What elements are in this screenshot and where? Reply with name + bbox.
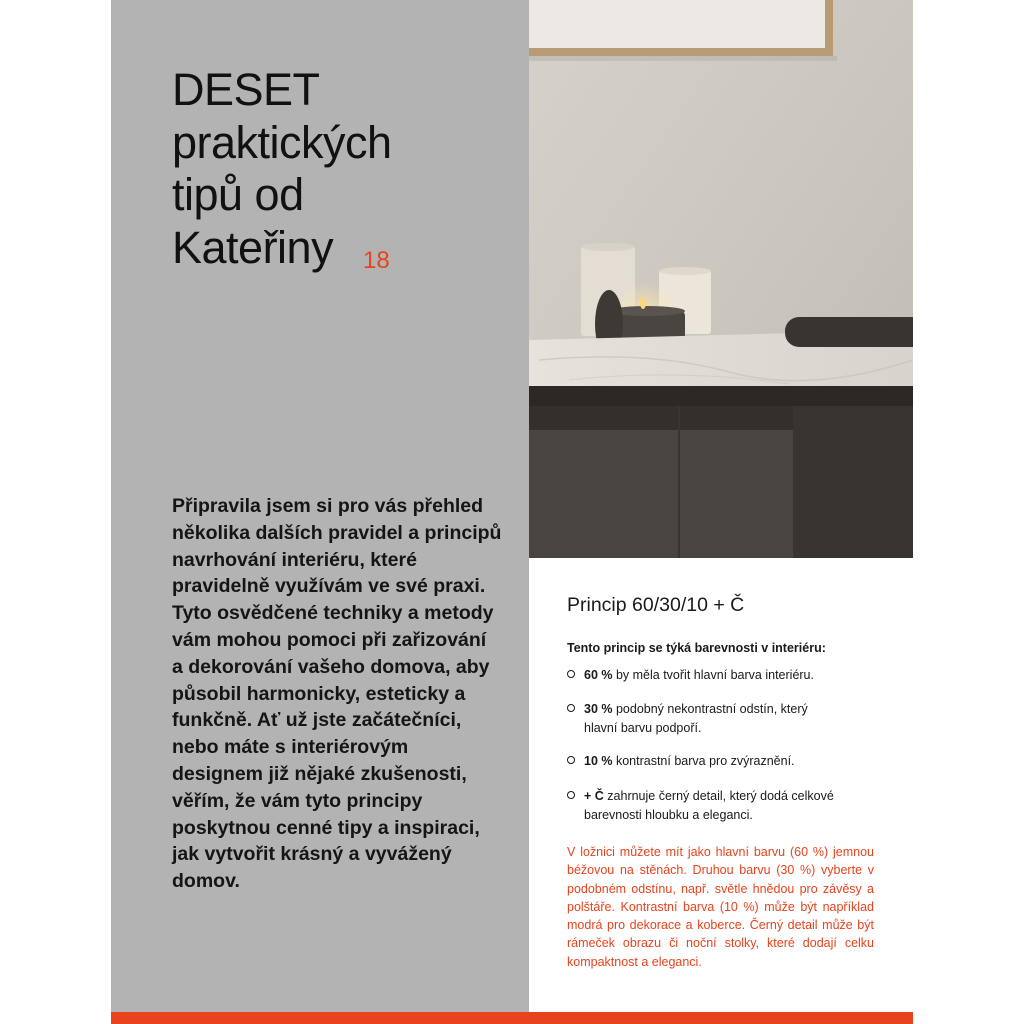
short-cylinder-top	[659, 267, 711, 275]
sink-basin	[785, 317, 913, 347]
list-item	[567, 787, 837, 824]
bullet-text: zahrnuje černý detail, který dodá celkové barevnosti hloubku a eleganci.	[584, 789, 834, 822]
principle-intro: Tento princip se týká barevnosti v interiéru:	[567, 641, 826, 655]
frame-shadow	[529, 56, 837, 61]
list-item	[567, 666, 867, 685]
title-line: tipů od	[172, 169, 304, 220]
candle-flame	[640, 297, 646, 309]
title-line: Kateřiny	[172, 221, 334, 273]
bullet-label: 60 %	[584, 668, 613, 682]
circle-bullet-icon	[567, 791, 575, 799]
bullet-text: podobný nekontrastní odstín, který hlavní barvu podpoří.	[584, 702, 808, 735]
example-paragraph: V ložnici můžete mít jako hlavní barvu (60 %) jemnou béžovou na stěnách. Druhou barvu (30 %) vyberte v podobném odstínu, např. světle hnědou pro závěsy a polštáře. Kontrastní barva (10 %) může být například modrá pro dekorace a koberce. Černý detail může být rámeček obrazu či noční stolky, které dodají celku kompaktnost a eleganci.	[567, 845, 874, 969]
tall-cylinder-top	[581, 243, 635, 251]
bullet-label: 30 %	[584, 702, 613, 716]
interior-photo	[529, 0, 913, 558]
circle-bullet-icon	[567, 756, 575, 764]
cabinet-leg	[793, 406, 913, 558]
bullet-text: kontrastní barva pro zvýraznění.	[612, 754, 795, 768]
bullet-label: + Č	[584, 789, 604, 803]
page-number: 18	[363, 247, 390, 274]
circle-bullet-icon	[567, 670, 575, 678]
title-line: DESET	[172, 64, 320, 115]
accent-bottom-bar	[111, 1012, 913, 1024]
intro-paragraph: Připravila jsem si pro vás přehled několika dalších pravidel a principů navrhování interiéru, které pravidelně využívám ve své praxi. Tyto osvědčené techniky a metody vám mohou pomoci při zařizování a dekorování vašeho domova, aby působil harmonicky, esteticky a funkčně. Ať už jste začátečníci, nebo máte s interiérovým designem již nějaké zkušenosti, věřím, že vám tyto principy poskytnou cenné tipy a inspiraci, jak vytvořit krásný a vyvážený domov.	[172, 495, 502, 893]
picture-canvas	[529, 0, 825, 48]
title-line: praktických	[172, 116, 392, 168]
principle-title: Princip 60/30/10 + Č	[567, 594, 745, 616]
counter-edge	[529, 386, 913, 406]
circle-bullet-icon	[567, 704, 575, 712]
page-title	[172, 64, 502, 274]
list-item	[567, 752, 867, 771]
list-item	[567, 700, 827, 737]
bullet-text: by měla tvořit hlavní barva interiéru.	[612, 668, 814, 682]
bullet-label: 10 %	[584, 754, 613, 768]
